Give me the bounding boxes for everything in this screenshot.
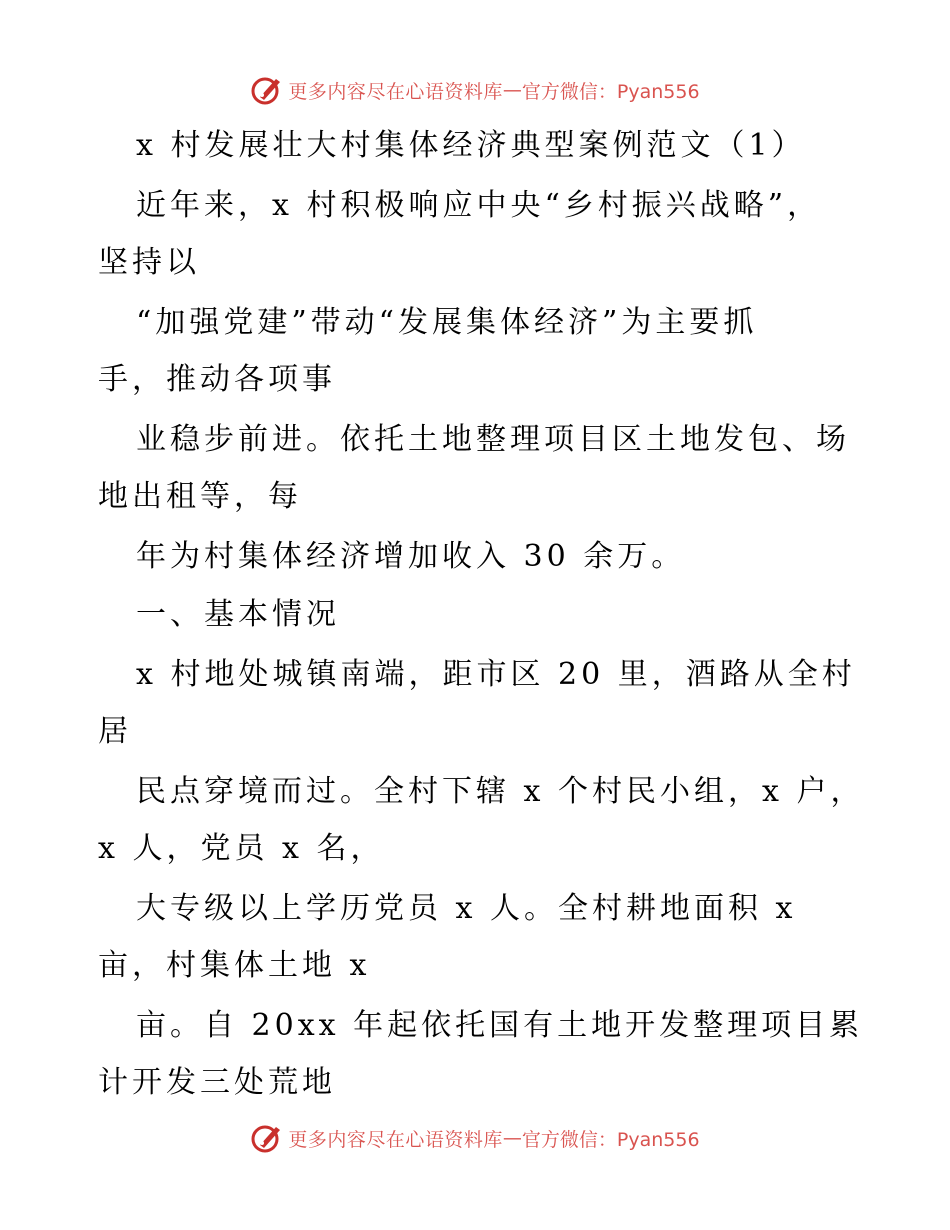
text-line: 业稳步前进。依托土地整理项目区土地发包、场 [136,422,850,457]
text-line: 亩，村集体土地 x [98,948,371,983]
pen-logo-icon [250,1121,284,1155]
text-line: 亩。自 20xx 年起依托国有土地开发整理项目累 [136,1008,864,1043]
text-line: “加强党建”带动“发展集体经济”为主要抓 [136,305,758,340]
watermark-wechat: 官方微信：Pyan556 [521,1128,700,1151]
watermark-wechat: 官方微信：Pyan556 [521,80,700,103]
text-line: x 村地处城镇南端，距市区 20 里，酒路从全村 [136,657,856,692]
watermark-dash: — [502,1127,522,1149]
text-line: 手，推动各项事 [98,362,336,397]
text-line: x 人，党员 x 名， [98,831,385,866]
footer-watermark [0,1118,950,1158]
watermark-brand: 更多内容尽在心语资料库 [288,80,503,103]
text-line: 计开发三处荒地 [98,1065,336,1100]
text-line: 年为村集体经济增加收入 30 余万。 [136,539,686,574]
text-line: 居 [98,714,132,749]
text-line: 坚持以 [98,245,200,280]
text-line: 民点穿境而过。全村下辖 x 个村民小组，x 户， [136,774,865,809]
watermark-dash: — [502,79,522,101]
section-heading: 一、基本情况 [136,597,340,632]
text-line: 近年来，x 村积极响应中央“乡村振兴战略”， [136,188,822,223]
text-line: 地出租等，每 [98,479,302,514]
text-line: 大专级以上学历党员 x 人。全村耕地面积 x [136,891,797,926]
document-title: x 村发展壮大村集体经济典型案例范文（1） [136,128,806,163]
watermark-brand: 更多内容尽在心语资料库 [288,1128,503,1151]
